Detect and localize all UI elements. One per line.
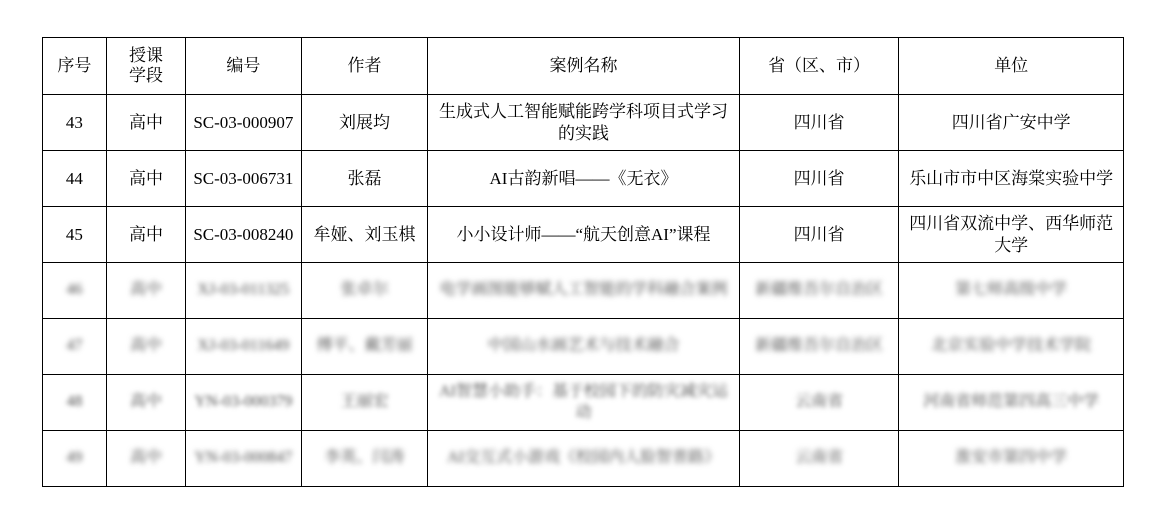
cell-code: SC-03-008240 xyxy=(186,207,302,263)
cell-unit: 淮安市第四中学 xyxy=(899,431,1124,487)
column-header-stage-line2: 学段 xyxy=(128,66,163,85)
cell-unit: 第七师高级中学 xyxy=(899,263,1124,319)
cell-author: 张卓尔 xyxy=(301,263,428,319)
column-header-author: 作者 xyxy=(301,38,428,95)
cell-author: 李英、闫涛 xyxy=(301,431,428,487)
cell-unit: 四川省广安中学 xyxy=(899,95,1124,151)
table-row xyxy=(43,375,1124,431)
cell-index: 45 xyxy=(43,207,107,263)
cell-title: AI交互式小游戏《校园内人脸智普路》 xyxy=(428,431,740,487)
column-header-index: 序号 xyxy=(43,38,107,95)
cell-stage: 高中 xyxy=(106,375,185,431)
cell-code: SC-03-000907 xyxy=(186,95,302,151)
cell-province: 新疆维吾尔自治区 xyxy=(739,263,899,319)
cell-stage: 高中 xyxy=(106,95,185,151)
cell-unit: 北京实验中学技术学院 xyxy=(899,319,1124,375)
cell-stage: 高中 xyxy=(106,263,185,319)
column-header-province: 省（区、市） xyxy=(739,38,899,95)
cell-unit: 乐山市市中区海棠实验中学 xyxy=(899,151,1124,207)
column-header-stage xyxy=(106,38,185,95)
cell-index: 44 xyxy=(43,151,107,207)
cell-code: YN-03-000847 xyxy=(186,431,302,487)
table-body xyxy=(43,95,1124,487)
table-row xyxy=(43,95,1124,151)
cell-stage: 高中 xyxy=(106,151,185,207)
cell-title: 电学画图能够赋人工智能的学科融合案例 xyxy=(428,263,740,319)
cell-author: 张磊 xyxy=(301,151,428,207)
cell-author: 刘展均 xyxy=(301,95,428,151)
cell-province: 四川省 xyxy=(739,207,899,263)
table-row xyxy=(43,319,1124,375)
cases-table xyxy=(42,37,1124,487)
cell-stage: 高中 xyxy=(106,431,185,487)
cell-code: XJ-03-011649 xyxy=(186,319,302,375)
table-header-row xyxy=(43,38,1124,95)
cell-province: 云南省 xyxy=(739,375,899,431)
cell-title: 生成式人工智能赋能跨学科项目式学习的实践 xyxy=(428,95,740,151)
cell-unit: 四川省双流中学、西华师范大学 xyxy=(899,207,1124,263)
cell-index: 43 xyxy=(43,95,107,151)
table-row xyxy=(43,151,1124,207)
cell-index: 47 xyxy=(43,319,107,375)
cell-province: 云南省 xyxy=(739,431,899,487)
cell-author: 傅平、戴芳丽 xyxy=(301,319,428,375)
cell-stage: 高中 xyxy=(106,319,185,375)
cell-code: YN-03-000379 xyxy=(186,375,302,431)
table-row xyxy=(43,263,1124,319)
cell-unit: 河南省师范第四高三中学 xyxy=(899,375,1124,431)
table-row xyxy=(43,431,1124,487)
cell-code: SC-03-006731 xyxy=(186,151,302,207)
cell-province: 四川省 xyxy=(739,95,899,151)
cell-province: 新疆维吾尔自治区 xyxy=(739,319,899,375)
cell-index: 49 xyxy=(43,431,107,487)
cell-index: 48 xyxy=(43,375,107,431)
column-header-unit: 单位 xyxy=(899,38,1124,95)
column-header-title: 案例名称 xyxy=(428,38,740,95)
cell-title: 小小设计师——“航天创意AI”课程 xyxy=(428,207,740,263)
column-header-code: 编号 xyxy=(186,38,302,95)
cell-province: 四川省 xyxy=(739,151,899,207)
cell-title: AI古韵新唱——《无衣》 xyxy=(428,151,740,207)
cell-author: 王丽宏 xyxy=(301,375,428,431)
cell-title: 中国山水画艺术与技术融合 xyxy=(428,319,740,375)
table-header xyxy=(43,38,1124,95)
cell-title: AI智慧小助手：基于校园下的防灾减灾运动 xyxy=(428,375,740,431)
cell-stage: 高中 xyxy=(106,207,185,263)
cell-author: 牟娅、刘玉棋 xyxy=(301,207,428,263)
column-header-stage-line1: 授课 xyxy=(128,46,163,66)
cell-code: XJ-03-011325 xyxy=(186,263,302,319)
cell-index: 46 xyxy=(43,263,107,319)
table-row xyxy=(43,207,1124,263)
